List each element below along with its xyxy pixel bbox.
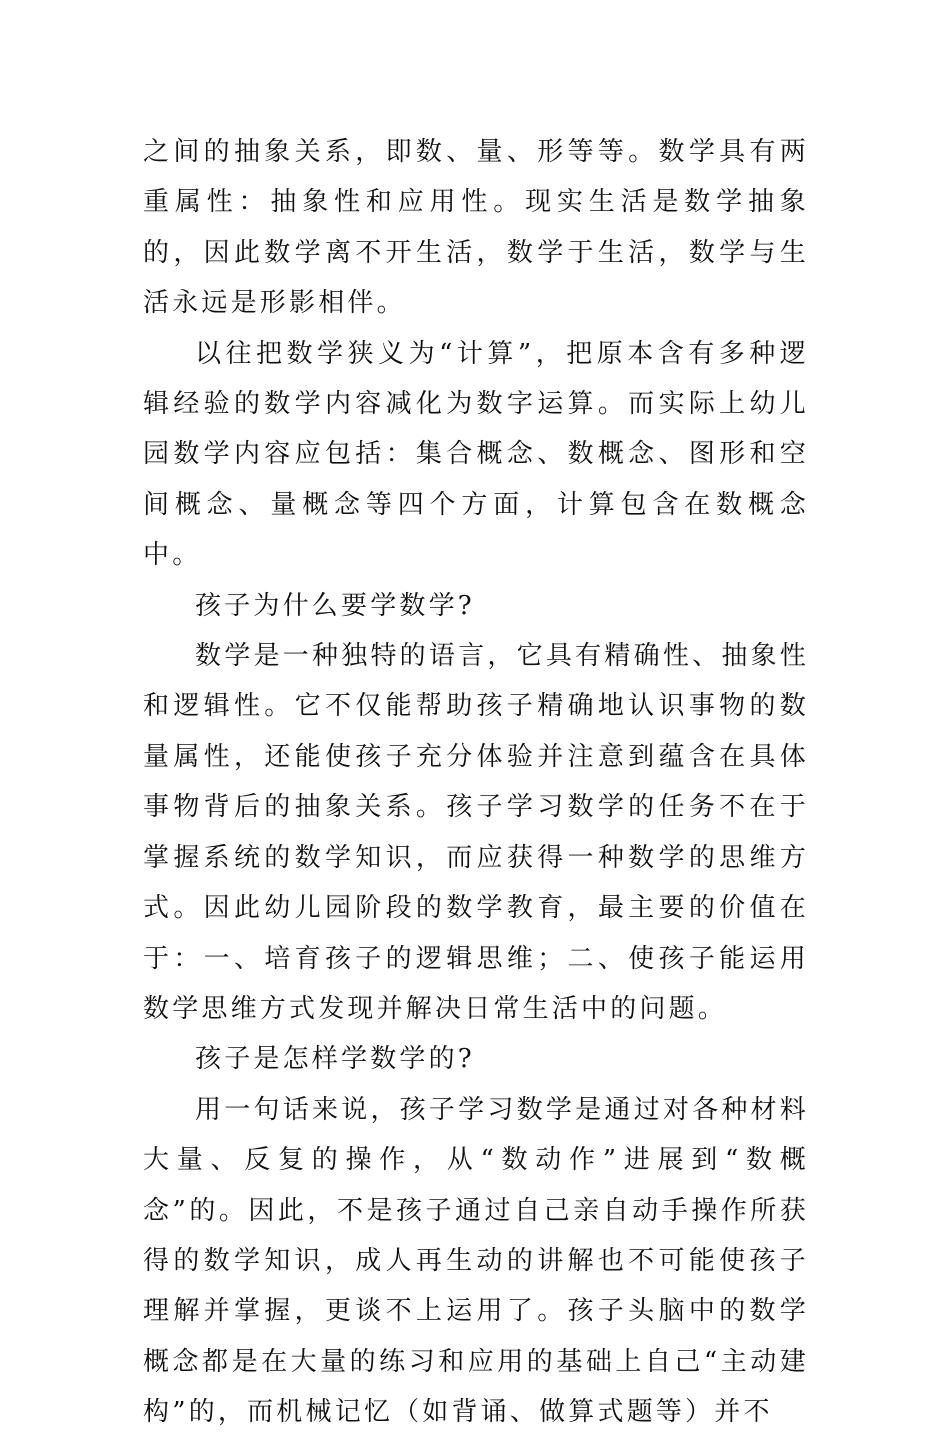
heading-why-learn-math: 孩子为什么要学数学? — [195, 590, 475, 621]
paragraph-why-learn-math: 数学是一种独特的语言，它具有精确性、抽象性和逻辑性。它不仅能帮助孩子精确地认识事物的数量属性，还能使孩子充分体验并注意到蕴含在具体事物背后的抽象关系。孩子学习数学的任务不在于掌握系统的数学知识，而应获得一种数学的思维方式。因此幼儿园阶段的数学教育，最主要的价值在于：一、培育孩子的逻辑思维；二、使孩子能运用数学思维方式发现并解决日常生活中的问题。 — [143, 641, 809, 1024]
body-text — [143, 127, 809, 1438]
paragraph-how-learn-math: 用一句话来说，孩子学习数学是通过对各种材料大量、反复的操作，从“数动作”进展到“数概念”的。因此，不是孩子通过自己亲自动手操作所获得的数学知识，成人再生动的讲解也不可能使孩子理解并掌握，更谈不上运用了。孩子头脑中的数学概念都是在大量的练习和应用的基础上自己“主动建构”的，而机械记忆（如背诵、做算式题等）并不 — [143, 1094, 809, 1428]
paragraph-continued: 之间的抽象关系，即数、量、形等等。数学具有两重属性：抽象性和应用性。现实生活是数学抽象的，因此数学离不开生活，数学于生活，数学与生活永远是形影相伴。 — [143, 137, 809, 319]
heading-how-learn-math: 孩子是怎样学数学的? — [195, 1044, 475, 1075]
paragraph-math-content: 以往把数学狭义为“计算”，把原本含有多种逻辑经验的数学内容减化为数字运算。而实际上幼儿园数学内容应包括：集合概念、数概念、图形和空间概念、量概念等四个方面，计算包含在数概念中。 — [143, 338, 809, 571]
